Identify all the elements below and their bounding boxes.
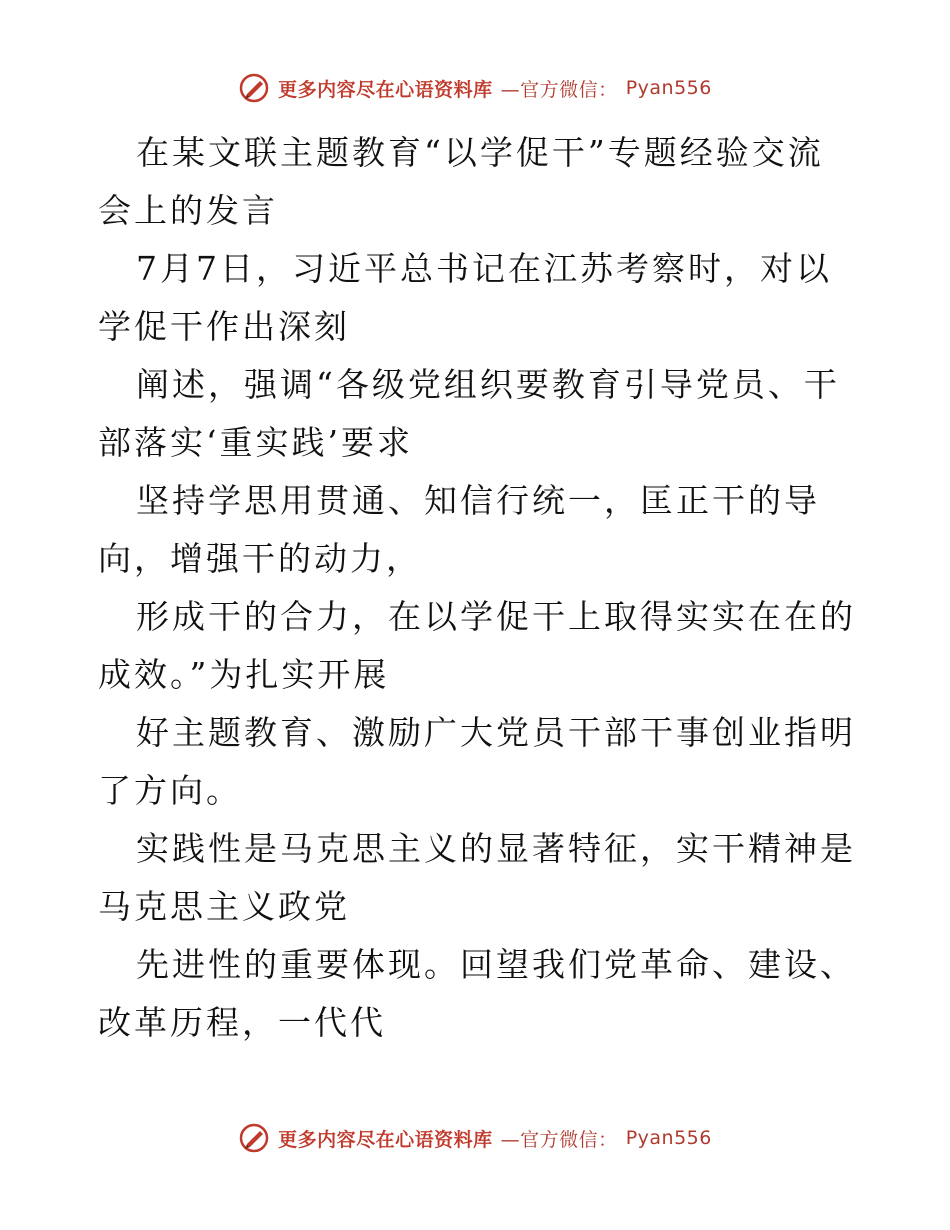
paragraph: 7月7日，习近平总书记在江苏考察时，对以学促干作出深刻 (98, 249, 832, 346)
watermark-sub-text: —官方微信： (500, 78, 618, 101)
header-watermark (0, 72, 950, 104)
paragraph: 好主题教育、激励广大党员干部干事创业指明了方向。 (98, 713, 856, 810)
document-body (98, 124, 858, 1052)
watermark-id-text: Pyan556 (625, 1127, 712, 1149)
paragraph: 实践性是马克思主义的显著特征，实干精神是马克思主义政党 (98, 829, 856, 926)
watermark-sub-text: —官方微信： (500, 1128, 618, 1151)
footer-watermark (0, 1122, 950, 1154)
watermark-main-text: 更多内容尽在心语资料库 (278, 1128, 493, 1151)
paragraph: 坚持学思用贯通、知信行统一，匡正干的导向，增强干的动力， (98, 481, 820, 578)
paragraph-title: 在某文联主题教育“以学促干”专题经验交流会上的发言 (98, 133, 824, 230)
watermark-main-text: 更多内容尽在心语资料库 (278, 78, 493, 101)
watermark-id-text: Pyan556 (625, 77, 712, 99)
paragraph: 先进性的重要体现。回望我们党革命、建设、改革历程，一代代 (98, 945, 856, 1042)
paragraph: 形成干的合力，在以学促干上取得实实在在的成效。”为扎实开展 (98, 597, 856, 694)
paragraph: 阐述，强调“各级党组织要教育引导党员、干部落实‘重实践’要求 (98, 365, 840, 462)
pen-logo-icon (238, 72, 270, 104)
pen-logo-icon (238, 1122, 270, 1154)
